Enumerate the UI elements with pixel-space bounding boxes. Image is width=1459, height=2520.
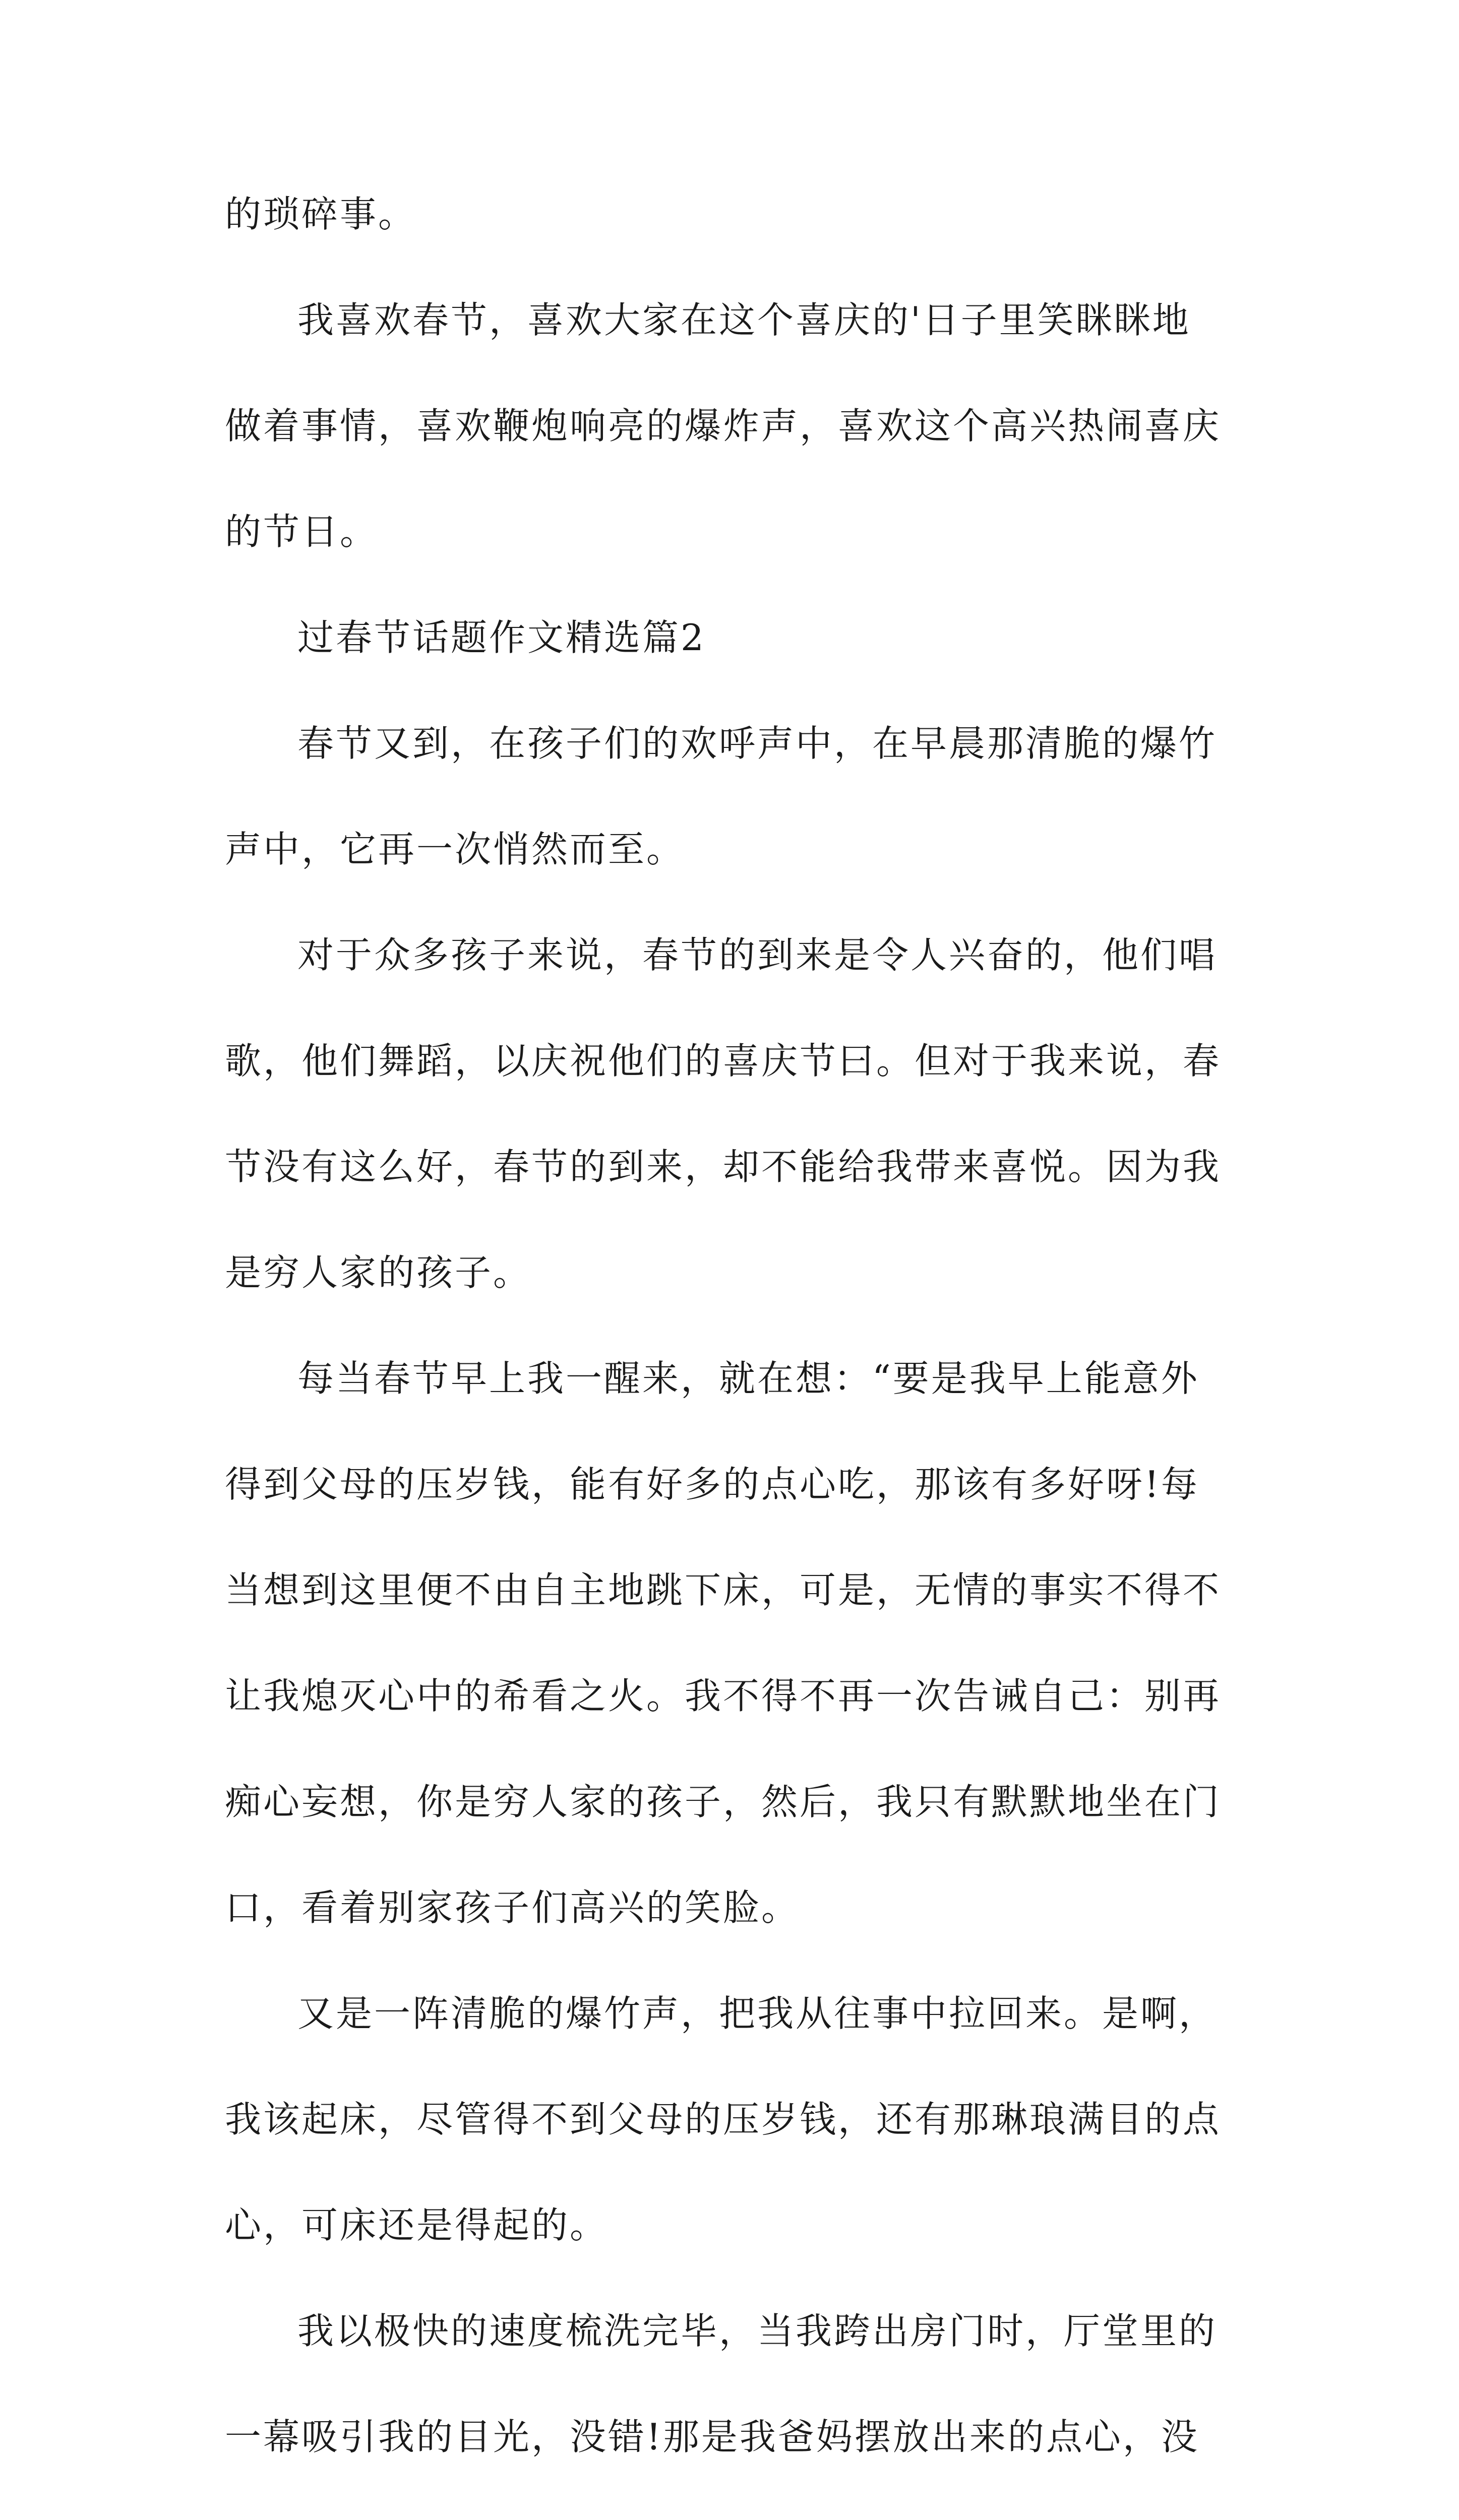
text-line: 对于众多孩子来说，春节的到来是令人兴奋的，他们唱 <box>297 934 1218 976</box>
section-heading: 过春节话题作文精选篇2 <box>297 616 706 659</box>
text-line: 我喜欢春节，喜欢大家在这个喜庆的'日子里笑眯眯地 <box>297 299 1191 341</box>
text-line: 我以极快的速度梳洗完毕，当我跨出房门时，厅堂里的 <box>297 2310 1218 2352</box>
text-line <box>225 2510 1248 2520</box>
text-line: 节没有这么好，春节的到来，却不能给我带来喜悦。因为我 <box>225 1146 1222 1188</box>
text-line: 又是一阵清脆的爆竹声，把我从往事中拉回来。是啊， <box>297 1992 1218 2035</box>
text-line: 得到父母的压岁钱，能有好多的点心吃，那该有多好呀!每 <box>225 1463 1199 1505</box>
text-line: 当想到这里便不由自主地跳下床，可是，无情的事实不得不 <box>225 1569 1222 1611</box>
text-line: 让我熄灭心中的希看之火。我不得不再一次告诫自己：别再 <box>225 1675 1222 1717</box>
text-line: 春节又到，在孩子们的欢呼声中，在早晨那清脆的爆竹 <box>297 722 1218 765</box>
text-line: 是穷人家的孩子。 <box>225 1251 532 1294</box>
text-line: 痴心妄想，你是穷人家的孩子，然后，我只有默默地坐在门 <box>225 1781 1222 1823</box>
text-line: 心，可床还是得起的。 <box>225 2204 609 2246</box>
text-line: 一幕吸引我的目光，没错!那是我爸妈摆放出来的点心，没 <box>225 2416 1199 2458</box>
text-line: 每当春节早上我一醒来，就在想：“要是我早上能意外 <box>297 1357 1199 1400</box>
text-line: 我该起床，尽管得不到父母的压岁钱，还有那琳琅满目的点 <box>225 2098 1222 2140</box>
document-body <box>225 181 1248 2520</box>
text-line: 口，看着别家孩子们高兴的笑脸。 <box>225 1886 800 1929</box>
text-line: 的琐碎事。 <box>225 193 417 235</box>
text-line: 做着事情，喜欢鞭炮响亮的爆炸声，喜欢这个高兴热闹喜庆 <box>225 405 1222 447</box>
text-line: 的节日。 <box>225 511 379 553</box>
text-line: 歌，他们舞蹈，以庆祝他们的喜庆节曰。但对于我来说，春 <box>225 1040 1222 1082</box>
text-line: 声中，它再一次悄然而至。 <box>225 828 685 870</box>
